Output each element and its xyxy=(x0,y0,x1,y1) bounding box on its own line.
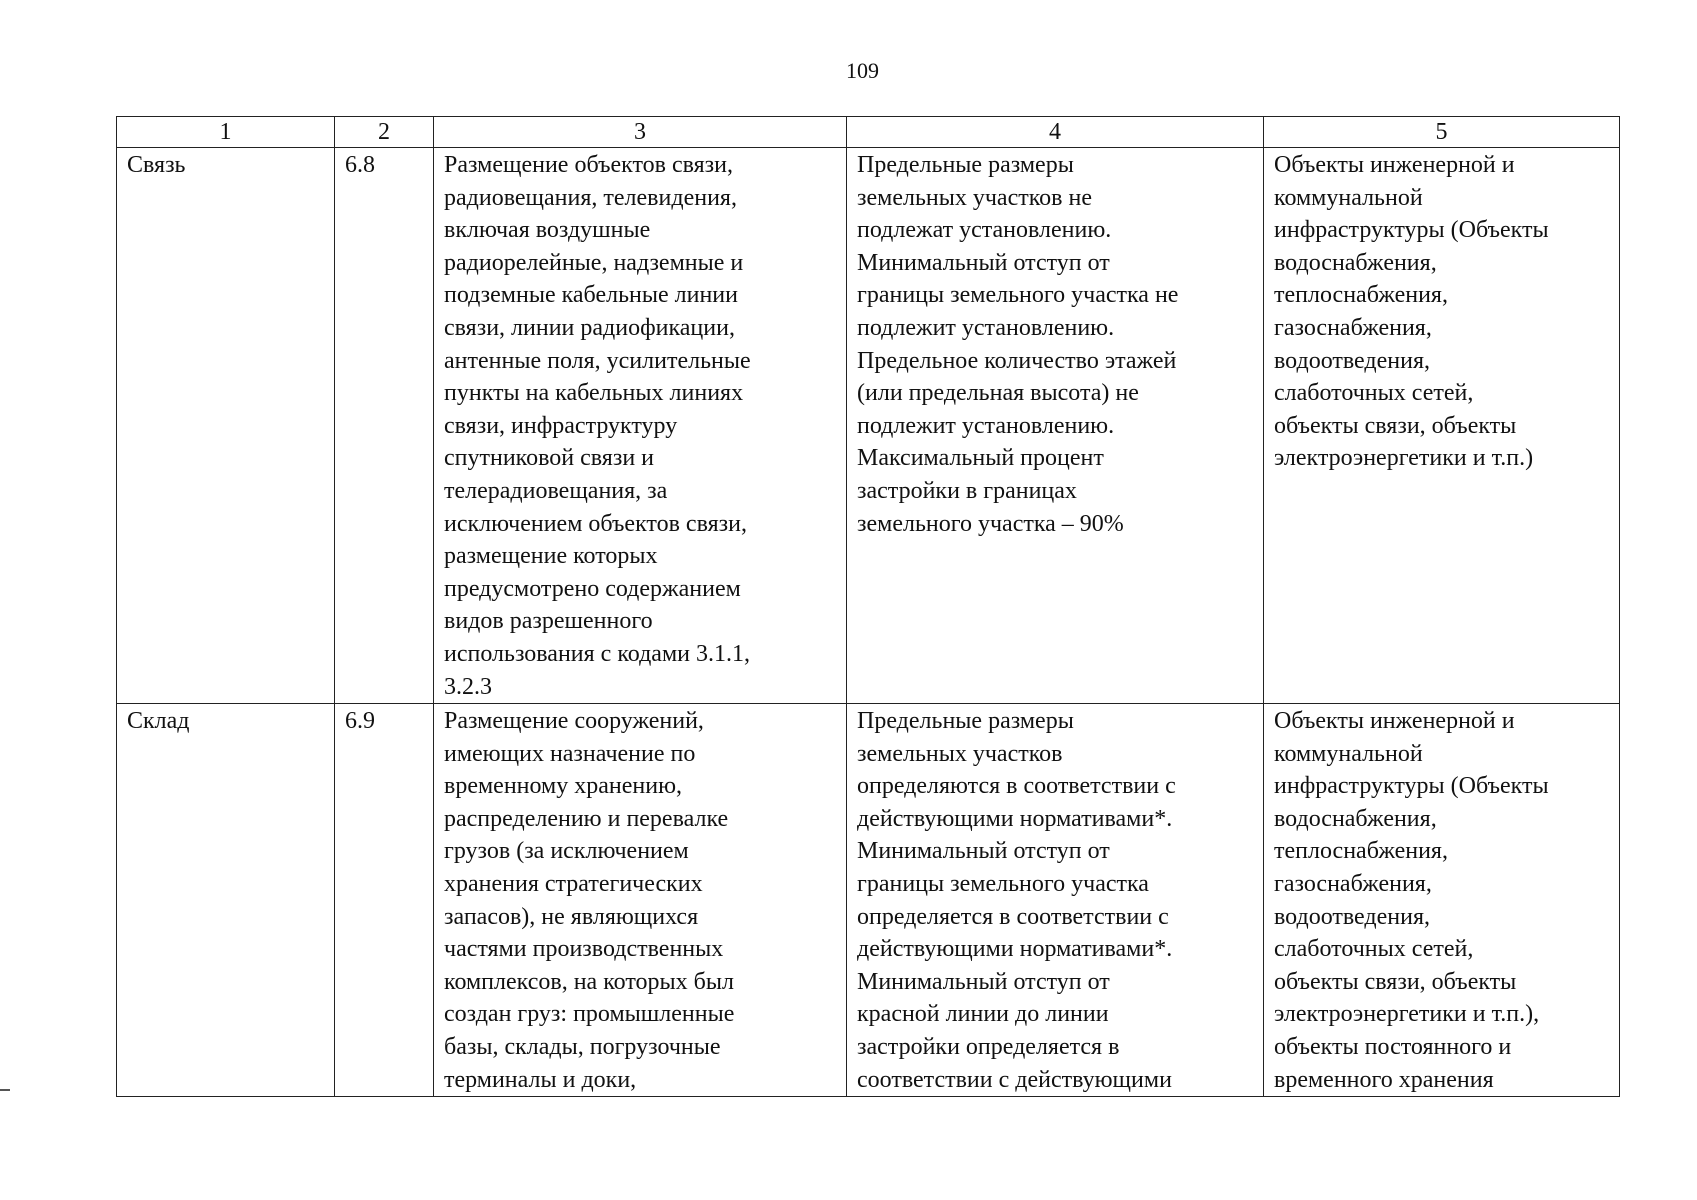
use-type-description: Размещение сооружений, имеющих назначение по временному хранению, распределению и перевалке грузов (за исключением хранения стратегических запасов), не являющихся частями производственных комплексов, на которых был создан груз: промышленные базы, склады, погрузочные терминалы и доки, xyxy=(434,704,847,1097)
use-type-name: Связь xyxy=(117,148,335,704)
table-row-warehouse xyxy=(117,704,1620,1097)
use-type-parameters: Предельные размеры земельных участков не подлежат установлению. Минимальный отступ от границы земельного участка не подлежит установлению. Предельное количество этажей (или предельная высота) не подлежит установлению. Максимальный процент застройки в границах земельного участка – 90% xyxy=(847,148,1264,704)
header-col-4: 4 xyxy=(847,117,1264,148)
header-col-2: 2 xyxy=(335,117,434,148)
page-number: 109 xyxy=(846,58,879,83)
header-col-5: 5 xyxy=(1264,117,1620,148)
land-use-table xyxy=(116,116,1620,1097)
use-type-parameters: Предельные размеры земельных участков определяются в соответствии с действующими нормативами*. Минимальный отступ от границы земельного участка определяется в соответствии с действующими нормативами*. Минимальный отступ от красной линии до линии застройки определяется в соответствии с действующими xyxy=(847,704,1264,1097)
use-type-auxiliary: Объекты инженерной и коммунальной инфраструктуры (Объекты водоснабжения, теплоснабжения, газоснабжения, водоотведения, слаботочных сетей, объекты связи, объекты электроэнергетики и т.п.), объекты постоянного и временного хранения xyxy=(1264,704,1620,1097)
use-type-code: 6.8 xyxy=(335,148,434,704)
use-type-code: 6.9 xyxy=(335,704,434,1097)
table-header-row xyxy=(117,117,1620,148)
use-type-description: Размещение объектов связи, радиовещания, телевидения, включая воздушные радиорелейные, надземные и подземные кабельные линии связи, линии радиофикации, антенные поля, усилительные пункты на кабельных линиях связи, инфраструктуру спутниковой связи и телерадиовещания, за исключением объектов связи, размещение которых предусмотрено содержанием видов разрешенного использования с кодами 3.1.1, 3.2.3 xyxy=(434,148,847,704)
use-type-name: Склад xyxy=(117,704,335,1097)
header-col-3: 3 xyxy=(434,117,847,148)
header-col-1: 1 xyxy=(117,117,335,148)
margin-tick-mark xyxy=(0,1089,10,1091)
use-type-auxiliary: Объекты инженерной и коммунальной инфраструктуры (Объекты водоснабжения, теплоснабжения, газоснабжения, водоотведения, слаботочных сетей, объекты связи, объекты электроэнергетики и т.п.) xyxy=(1264,148,1620,704)
table-row-communications xyxy=(117,148,1620,704)
